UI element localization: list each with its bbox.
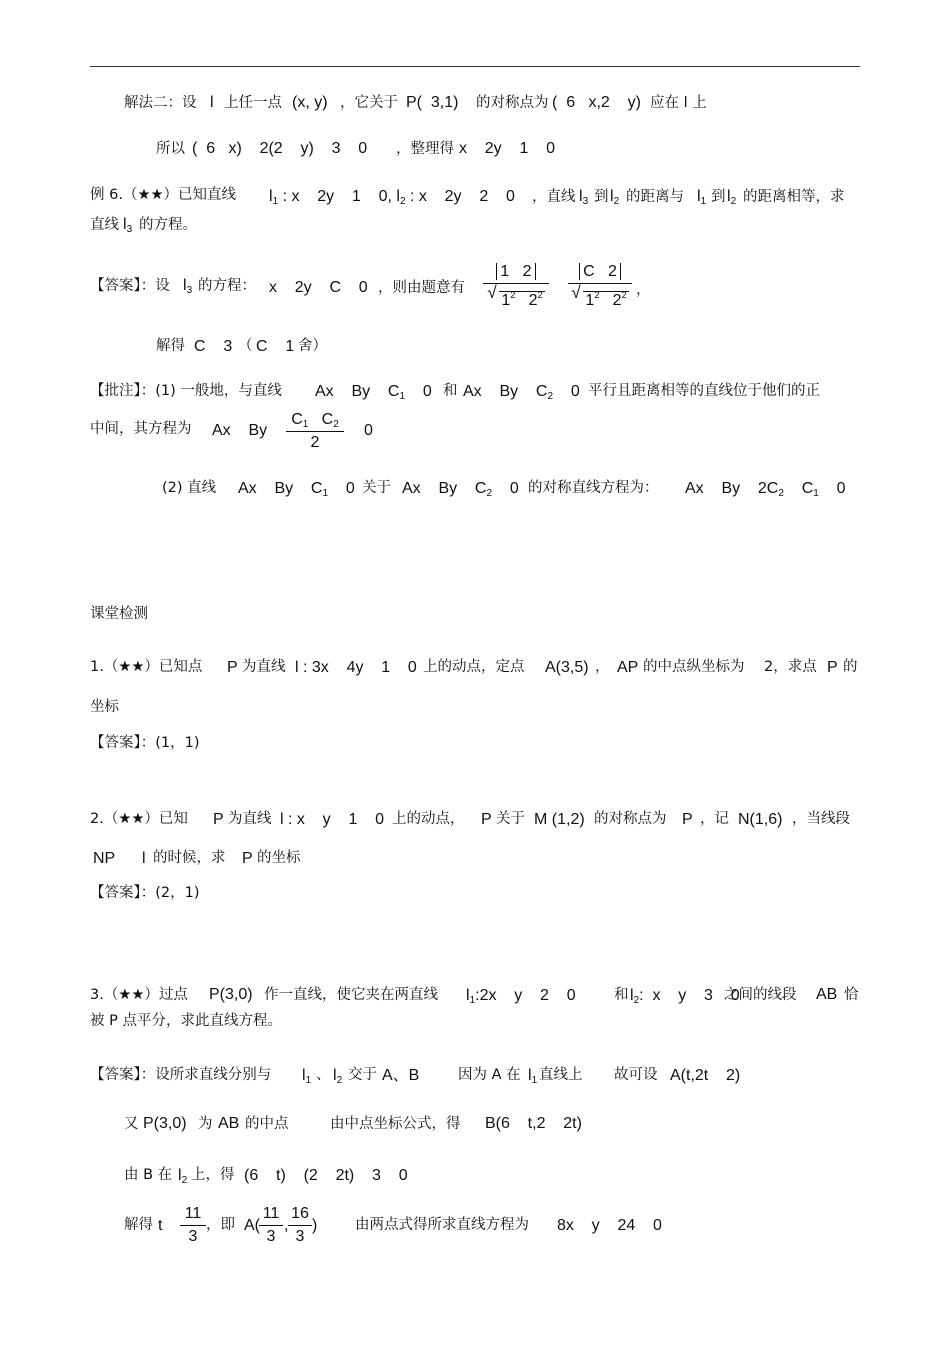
text: 被 P 点平分，求此直线方程。	[90, 1013, 282, 1029]
text: 之间的线段	[724, 987, 797, 1003]
math: $l_1$	[697, 188, 707, 207]
text: 、	[316, 1067, 331, 1083]
text: 的方程。	[139, 217, 197, 233]
text: 的时候，求	[153, 850, 226, 866]
text: （	[238, 338, 253, 354]
text: 解得	[124, 1217, 153, 1233]
text: 故可设	[614, 1067, 658, 1083]
text: 交于	[348, 1067, 377, 1083]
math: $l_1$	[528, 1067, 538, 1086]
fraction-ax: 11 3	[259, 1204, 283, 1247]
text: ，直线	[532, 189, 576, 205]
text: 的中点纵坐标为	[643, 659, 745, 675]
text: 关于	[362, 480, 391, 496]
text: 3.（★★）过点	[90, 987, 188, 1003]
text: ，记	[700, 811, 729, 827]
text: (2) 直线	[162, 480, 217, 496]
math: Ax By $2C_2$ $C_1$ 0	[685, 480, 846, 499]
math: B(6 t,2 2t)	[485, 1115, 582, 1132]
math: Ax By	[212, 422, 268, 439]
text: 由两点式得所求直线方程为	[355, 1217, 529, 1233]
math: x 2y 1 0	[459, 140, 556, 157]
math: $l_2$	[610, 188, 620, 207]
text: 上任一点	[224, 95, 282, 111]
math: ( 6 x,2 y)	[552, 94, 641, 111]
math: ,	[284, 1217, 289, 1234]
text: 和	[443, 383, 458, 399]
text: 2，求点	[764, 659, 817, 675]
text: 的方程：	[198, 278, 256, 294]
math: AP	[617, 659, 639, 676]
text: 和	[614, 987, 629, 1003]
text: 由中点坐标公式，得	[330, 1116, 461, 1132]
math: $l_3$	[123, 216, 133, 235]
text: 2.（★★）已知	[90, 811, 188, 827]
math: A(3,5)	[545, 659, 589, 676]
math: P	[227, 659, 238, 676]
math: A(t,2t 2)	[670, 1067, 741, 1084]
math: P( 3,1)	[406, 94, 459, 111]
fraction-ay: 16 3	[288, 1204, 312, 1247]
math: t	[158, 1217, 163, 1234]
text: 上的动点，定点	[423, 659, 525, 675]
text: 直线	[90, 217, 119, 233]
text: ，当线段	[792, 811, 850, 827]
text: 【批注】：(1) 一般地，与直线	[90, 383, 282, 399]
math: A(	[244, 1217, 260, 1234]
text: 由 B 在	[124, 1167, 173, 1183]
math: $l_2$	[727, 188, 737, 207]
text: 的中点	[245, 1116, 289, 1132]
text: ，整理得	[396, 141, 454, 157]
text: 所以	[156, 141, 185, 157]
math: P	[481, 811, 492, 828]
math: $l_2$: x y 3 0	[630, 987, 740, 1006]
math: l	[210, 94, 214, 111]
math: x 2y C 0	[269, 279, 368, 296]
math: 8x y 24 0	[557, 1217, 662, 1234]
text: ，即	[206, 1217, 235, 1233]
text: ，它关于	[340, 95, 398, 111]
distance-fraction-2: C 2 √ $1^2$ $2^2$	[568, 262, 632, 305]
math: C 3	[194, 338, 233, 355]
math: AB	[816, 986, 838, 1003]
math: C 1	[256, 338, 295, 355]
math: $l_3$	[183, 277, 193, 296]
text: 的距离与	[626, 189, 684, 205]
math: (x, y)	[292, 94, 328, 111]
math: 0	[364, 422, 373, 439]
math: )	[312, 1217, 318, 1234]
text: 解得	[156, 338, 185, 354]
text: 例 6.（★★）已知直线	[90, 187, 236, 203]
text: 【答案】：设所求直线分别与	[90, 1067, 272, 1083]
math: Ax By $C_2$ 0	[463, 383, 580, 402]
math: l	[142, 850, 146, 867]
math: N(1,6)	[738, 811, 783, 828]
math: NP	[93, 850, 116, 867]
text: ，则由题意有	[378, 280, 465, 296]
text: 上，得	[191, 1167, 235, 1183]
text: 的	[843, 659, 858, 675]
text: 的对称点为	[594, 811, 667, 827]
math: $l_2$	[178, 1167, 188, 1186]
text: 平行且距离相等的直线位于他们的正	[588, 383, 820, 399]
text: ，	[595, 659, 610, 675]
math: P(3,0)	[143, 1115, 187, 1132]
text: 到	[711, 189, 726, 205]
text: 1.（★★）已知点	[90, 659, 203, 675]
fraction-t: 11 3	[180, 1204, 206, 1247]
header-rule	[90, 66, 860, 67]
math: Ax By $C_1$ 0	[238, 480, 355, 499]
math: Ax By $C_2$ 0	[402, 480, 519, 499]
math: ( 6 x) 2(2 y) 3 0	[192, 140, 368, 157]
math: l : 3x 4y 1 0	[295, 659, 417, 676]
text: 解法二：设	[124, 95, 197, 111]
text: 又	[124, 1116, 139, 1132]
text: 的对称点为	[476, 95, 549, 111]
math: $l_1:2x$ y 2 0	[466, 987, 576, 1006]
midline-fraction: $C_1$ $C_2$ 2	[286, 410, 344, 453]
text: 应在 l 上	[650, 95, 707, 111]
text: 的坐标	[257, 850, 301, 866]
distance-fraction-1: 1 2 √ $1^2$ $2^2$	[483, 262, 549, 305]
text: 直线上	[539, 1067, 583, 1083]
text: 恰	[844, 987, 859, 1003]
answer: 【答案】：(2，1)	[90, 885, 200, 901]
text: 为	[198, 1116, 213, 1132]
math: $l_1$	[302, 1067, 312, 1086]
text: 的距离相等，求	[743, 189, 845, 205]
text: 为直线	[228, 811, 272, 827]
text: 中间，其方程为	[90, 421, 192, 437]
text: 【答案】：设	[90, 278, 170, 294]
math: (6 t) (2 2t) 3 0	[244, 1167, 408, 1184]
text: 因为 A 在	[458, 1067, 521, 1083]
math: $l_3$	[579, 188, 589, 207]
answer: 【答案】：(1，1)	[90, 735, 200, 751]
math: l : x y 1 0	[280, 811, 385, 828]
text: 到	[594, 189, 609, 205]
math: P	[827, 659, 838, 676]
math: AB	[218, 1115, 240, 1132]
text: 坐标	[90, 699, 119, 715]
text: 舍）	[298, 338, 327, 354]
text: 关于	[496, 811, 525, 827]
section-title: 课堂检测	[90, 606, 148, 622]
text: 的对称直线方程为：	[528, 480, 659, 496]
math: P	[682, 811, 693, 828]
math: P	[242, 850, 253, 867]
text: 为直线	[242, 659, 286, 675]
math: A、B	[382, 1067, 420, 1084]
math: M (1,2)	[534, 811, 585, 828]
math: P(3,0)	[209, 986, 253, 1003]
text: 上的动点，	[392, 811, 465, 827]
text: 作一直线，使它夹在两直线	[264, 987, 438, 1003]
math: Ax By $C_1$ 0	[315, 383, 432, 402]
math: P	[213, 811, 224, 828]
math: $l_2$	[333, 1067, 343, 1086]
math: $l_1$ : x 2y 1 0, $l_2$ : x 2y 2 0	[269, 188, 515, 207]
text: ，	[636, 282, 651, 298]
